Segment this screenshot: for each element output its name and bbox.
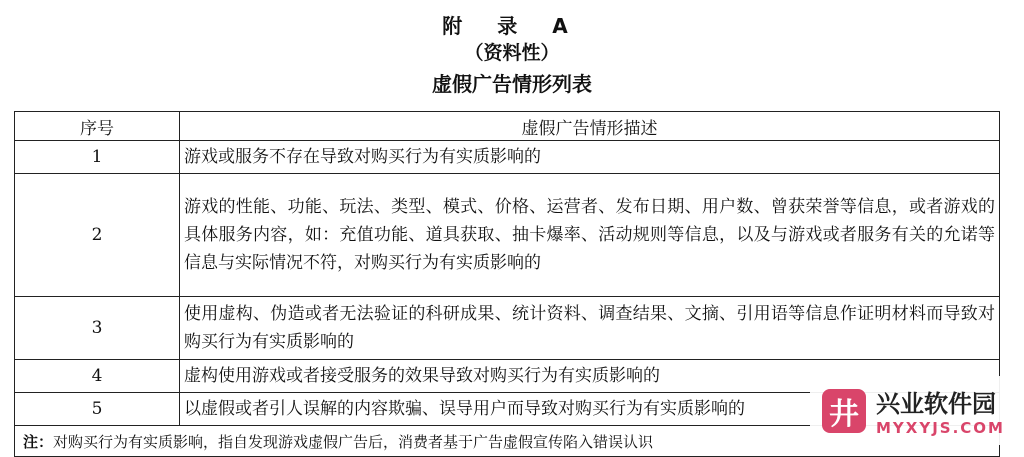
- table-row: [15, 297, 1000, 360]
- row-number: 1: [15, 141, 180, 174]
- column-header-number: 序号: [15, 112, 180, 141]
- watermark: [810, 376, 1024, 445]
- row-description: 虚构使用游戏或者接受服务的效果导致对购买行为有实质影响的: [180, 360, 1000, 393]
- watermark-name: 兴业软件园: [876, 390, 996, 418]
- row-number: 5: [15, 393, 180, 426]
- row-description: 游戏或服务不存在导致对购买行为有实质影响的: [180, 141, 1000, 174]
- watermark-text: [876, 384, 1005, 437]
- row-description: 游戏的性能、功能、玩法、类型、模式、价格、运营者、发布日期、用户数、曾获荣誉等信息，或者游戏的具体服务内容，如：充值功能、道具获取、抽卡爆率、活动规则等信息，以及与游戏或者服务有关的允诺等信息与实际情况不符，对购买行为有实质影响的: [180, 174, 1000, 297]
- appendix-heading: 附 录 A: [442, 14, 582, 38]
- row-description: 使用虚构、伪造或者无法验证的科研成果、统计资料、调查结果、文摘、引用语等信息作证明材料而导致对购买行为有实质影响的: [180, 297, 1000, 360]
- table-title: 虚假广告情形列表: [432, 72, 592, 96]
- table-header-row: [15, 112, 1000, 141]
- watermark-url: MYXYJS.COM: [876, 419, 1005, 437]
- row-description: 以虚假或者引人误解的内容欺骗、误导用户而导致对购买行为有实质影响的: [180, 393, 1000, 426]
- appendix-nature: （资料性）: [464, 42, 560, 64]
- note-text: 对购买行为有实质影响，指自发现游戏虚假广告后，消费者基于广告虚假宣传陷入错误认识: [53, 432, 654, 451]
- row-number: 2: [15, 174, 180, 297]
- row-number: 4: [15, 360, 180, 393]
- row-number: 3: [15, 297, 180, 360]
- table-row: [15, 141, 1000, 174]
- note-label: 注：: [23, 432, 54, 451]
- table-row: [15, 174, 1000, 297]
- watermark-logo-icon: 井: [822, 389, 866, 433]
- column-header-description: 虚假广告情形描述: [180, 112, 1000, 141]
